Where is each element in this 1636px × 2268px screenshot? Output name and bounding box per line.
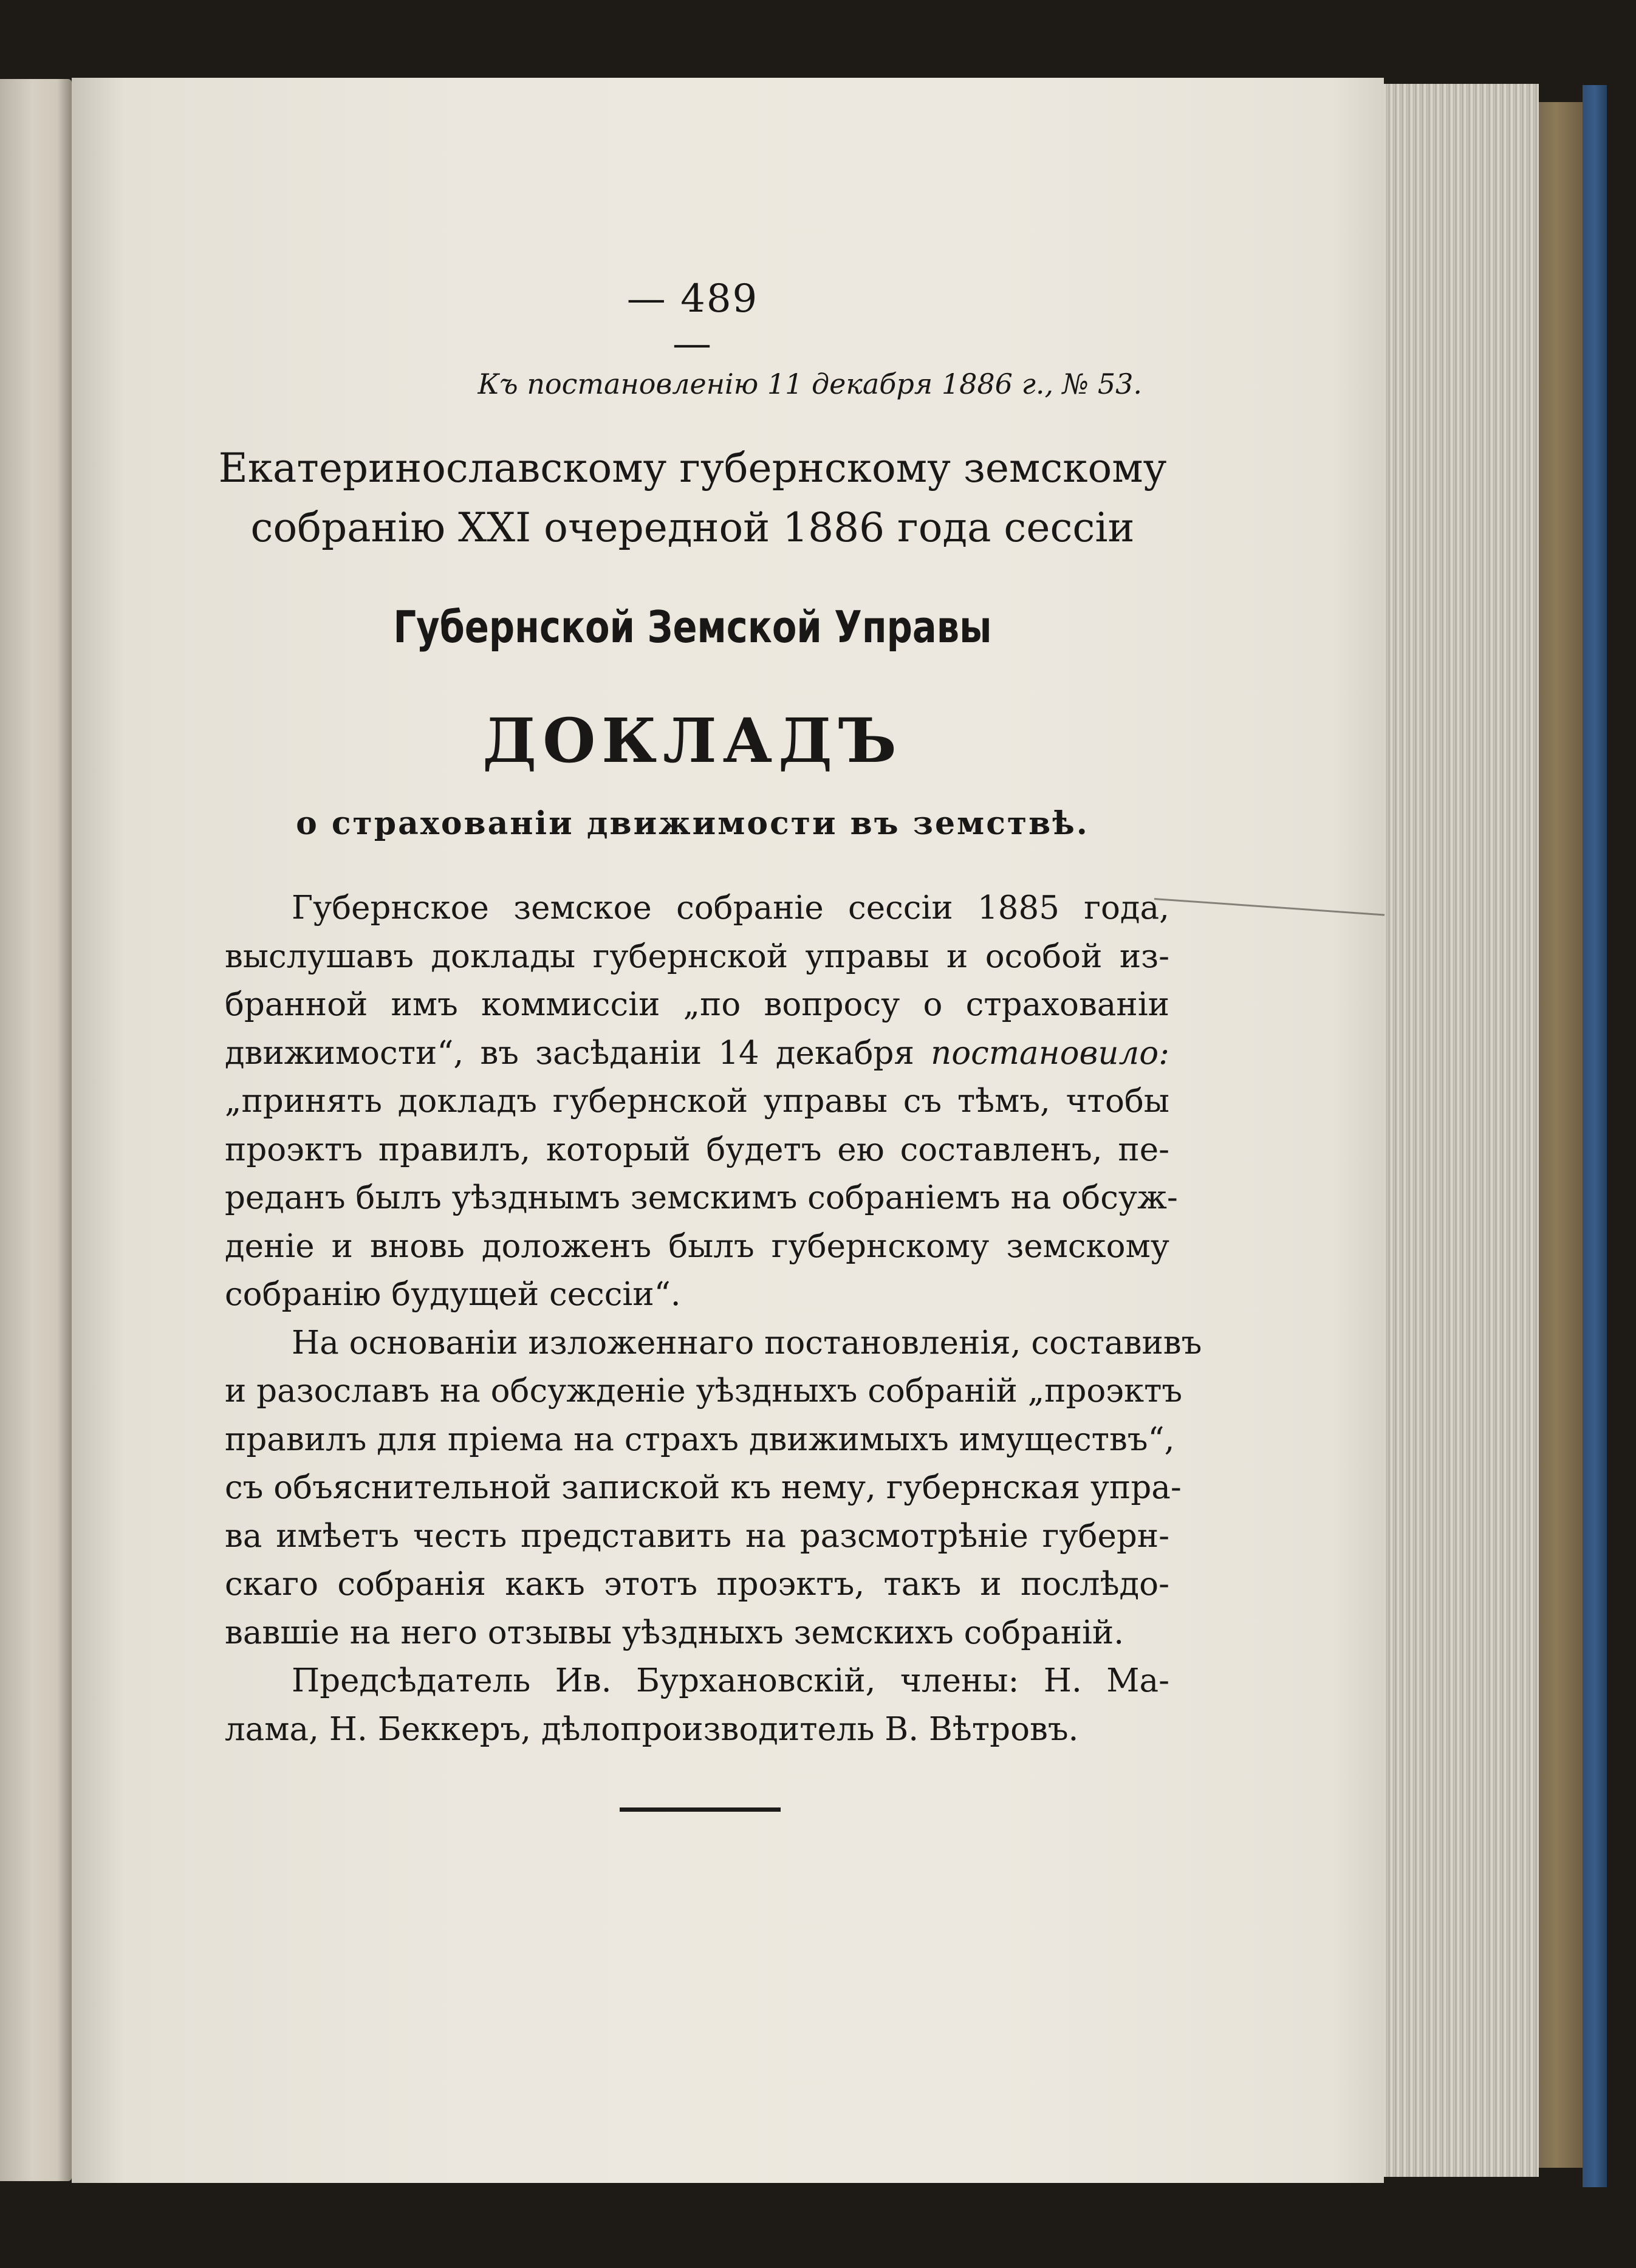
text-line: выслушавъ доклады губернской управы и особой из- — [225, 937, 1169, 975]
addressee-line: Екатеринославскому губернскому земскому — [218, 445, 1167, 492]
paragraph-resolution — [225, 884, 1178, 1319]
page-number: — 489 — — [626, 276, 759, 366]
report-title: ДОКЛАДЪ — [482, 705, 903, 776]
addressee-heading — [207, 439, 1179, 558]
paragraph-signatures — [225, 1657, 1169, 1753]
issuer-heading: Губернской Земской Управы — [393, 601, 992, 653]
text-line: собранію будущей сессіи“. — [225, 1276, 681, 1313]
text-line: реданъ былъ уѣзднымъ земскимъ собраніемъ на обсуж- — [225, 1179, 1178, 1216]
book-cover — [1583, 85, 1607, 2187]
text-line: лама, Н. Беккеръ, дѣлопроизводитель В. Вѣтровъ. — [225, 1710, 1079, 1748]
text-line: Губернское земское собраніе сессіи 1885 года, — [292, 889, 1169, 927]
resolution-reference: Къ постановленію 11 декабря 1886 г., № 53. — [477, 368, 1142, 400]
text-line: съ объяснительной запиской къ нему, губернская упра- — [225, 1469, 1182, 1506]
previous-page-edge — [0, 79, 72, 2181]
text-line: проэктъ правилъ, который будетъ ею составленъ, пе- — [225, 1131, 1169, 1168]
text-line: деніе и вновь доложенъ былъ губернскому земскому — [225, 1227, 1169, 1265]
text-line: скаго собранія какъ этотъ проэктъ, такъ и послѣдо- — [225, 1566, 1169, 1603]
text-line: Предсѣдатель Ив. Бурхановскій, члены: Н. Ма- — [292, 1662, 1169, 1699]
addressee-line: собранію XXI очередной 1886 года сессіи — [250, 504, 1135, 551]
text-line: и разославъ на обсужденіе уѣздныхъ собраній „проэктъ — [225, 1372, 1183, 1410]
emphasis-text: постановило: — [931, 1034, 1169, 1072]
report-subject: о страхованіи движимости въ земствѣ. — [296, 805, 1089, 842]
text-line: „принять докладъ губернской управы съ тѣмъ, чтобы — [225, 1083, 1169, 1120]
paragraph-submission — [225, 1319, 1202, 1657]
text-line: ва имѣетъ честь представить на разсмотрѣніе губерн- — [225, 1517, 1169, 1555]
text-fragment: движимости“, въ засѣданіи 14 декабря — [225, 1034, 914, 1072]
text-line: На основаніи изложеннаго постановленія, составивъ — [292, 1324, 1202, 1362]
text-line: вавшіе на него отзывы уѣздныхъ земскихъ собраній. — [225, 1614, 1124, 1651]
text-line-with-emphasis — [225, 1029, 1169, 1078]
end-rule — [620, 1807, 781, 1812]
page-stack-edges — [1384, 84, 1539, 2177]
text-line: правилъ для пріема на страхъ движимыхъ имуществъ“, — [225, 1420, 1175, 1458]
text-line: бранной имъ коммиссіи „по вопросу о страхованіи — [225, 986, 1169, 1023]
report-body — [225, 884, 1202, 1753]
book-board — [1539, 102, 1583, 2168]
